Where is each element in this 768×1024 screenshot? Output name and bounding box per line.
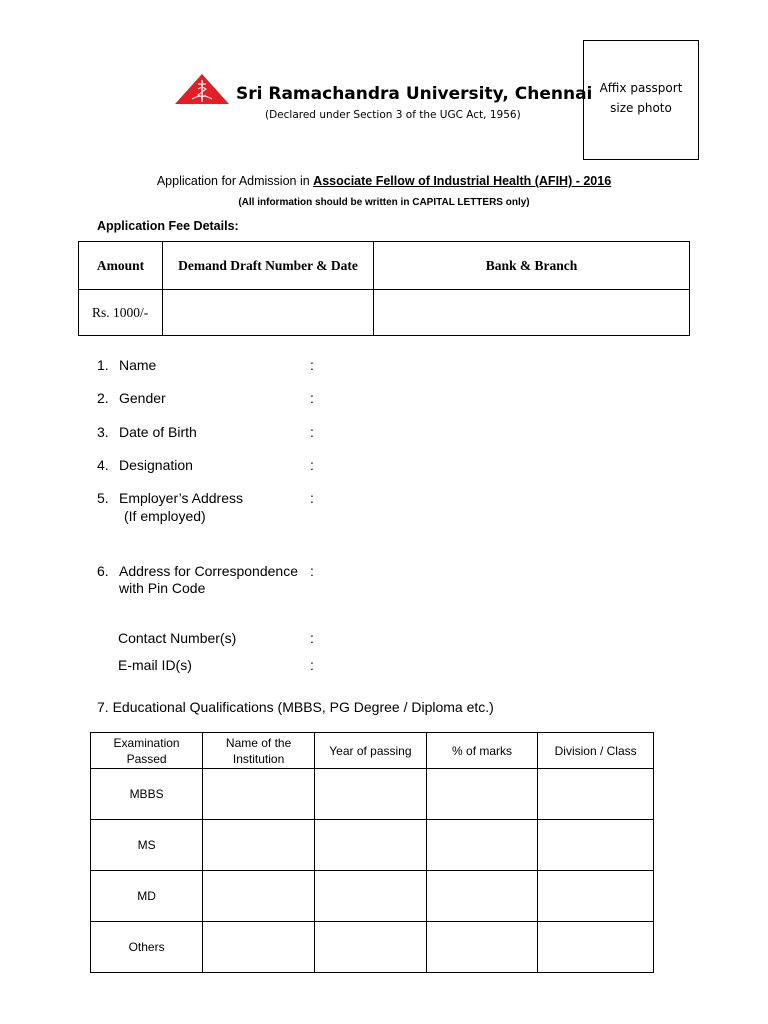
photo-box-line2: size photo [610,101,672,115]
application-title [0,174,768,188]
edu-cell[interactable] [538,820,654,871]
university-declaration: (Declared under Section 3 of the UGC Act, 1956) [265,109,521,121]
edu-cell[interactable] [538,871,654,922]
edu-col-year: Year of passing [315,733,427,769]
passport-photo-box [583,40,699,160]
application-title-prefix: Application for Admission in [156,174,314,188]
fee-details-heading: Application Fee Details: [97,219,239,233]
edu-cell[interactable] [203,871,315,922]
field-gender: 2. Gender [97,390,166,406]
field-contact-colon: : [310,630,314,646]
photo-box-line1: Affix passport [599,81,683,95]
edu-cell[interactable] [203,769,315,820]
edu-cell[interactable] [315,769,427,820]
field-correspondence-sub: with Pin Code [119,580,206,596]
fee-header-row [79,242,690,290]
edu-col-marks: % of marks [426,733,538,769]
field-dob: 3. Date of Birth [97,424,197,440]
edu-row-label: MD [91,871,203,922]
edu-col-division: Division / Class [538,733,654,769]
edu-cell[interactable] [538,769,654,820]
edu-row-label: Others [91,922,203,973]
edu-cell[interactable] [315,871,427,922]
field-email-colon: : [310,657,314,673]
field-designation-colon: : [310,457,314,473]
table-row [91,871,654,922]
edu-cell[interactable] [426,820,538,871]
field-employer-colon: : [310,490,314,506]
fee-col-amount: Amount [79,242,163,290]
edu-cell[interactable] [426,769,538,820]
fee-col-bank: Bank & Branch [374,242,690,290]
field-employer-address-sub: (If employed) [124,508,206,524]
edu-cell[interactable] [203,922,315,973]
field-name-colon: : [310,357,314,373]
fee-table [78,241,690,336]
table-row [91,820,654,871]
education-table [90,732,654,973]
field-contact-number: Contact Number(s) [118,630,237,646]
edu-cell[interactable] [538,922,654,973]
field-correspondence-address: 6. Address for Correspondence [97,563,298,579]
field-email: E-mail ID(s) [118,657,192,673]
edu-cell[interactable] [315,922,427,973]
fee-data-row [79,290,690,336]
table-row [91,922,654,973]
field-name: 1. Name [97,357,157,373]
university-logo-icon [174,73,230,105]
edu-col-exam: Examination Passed [91,733,203,769]
edu-cell[interactable] [315,820,427,871]
education-header-row [91,733,654,769]
capital-letters-note: (All information should be written in CAPITAL LETTERS only) [238,197,530,208]
fee-dd-cell[interactable] [163,290,374,336]
field-dob-colon: : [310,424,314,440]
university-name: Sri Ramachandra University, Chennai [236,84,593,104]
fee-col-dd: Demand Draft Number & Date [163,242,374,290]
edu-cell[interactable] [426,922,538,973]
edu-row-label: MBBS [91,769,203,820]
fee-amount-cell: Rs. 1000/- [79,290,163,336]
course-name: Associate Fellow of Industrial Health (AFIH) - 2016 [313,174,612,188]
field-gender-colon: : [310,390,314,406]
field-employer-address: 5. Employer’s Address [97,490,243,506]
edu-cell[interactable] [203,820,315,871]
edu-row-label: MS [91,820,203,871]
edu-cell[interactable] [426,871,538,922]
field-correspondence-colon: : [310,563,314,579]
field-designation: 4. Designation [97,457,193,473]
table-row [91,769,654,820]
education-heading: 7. Educational Qualifications (MBBS, PG Degree / Diploma etc.) [97,699,494,715]
fee-bank-cell[interactable] [374,290,690,336]
edu-col-institution: Name of the Institution [203,733,315,769]
